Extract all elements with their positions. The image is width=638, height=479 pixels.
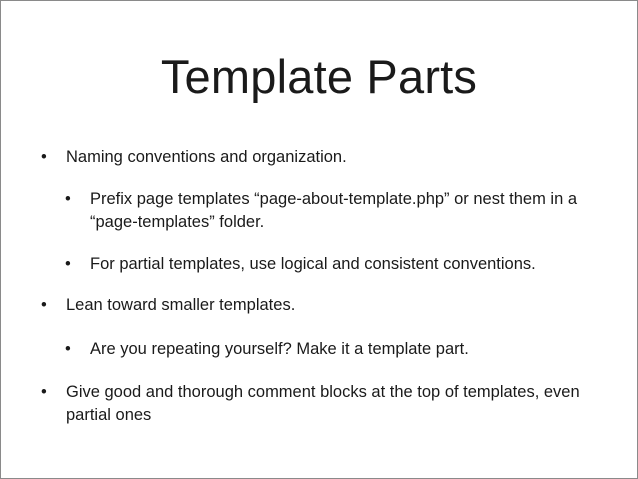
sub-bullet-item — [65, 253, 605, 276]
bullet-marker: • — [65, 340, 71, 358]
bullet-marker: • — [41, 383, 47, 401]
bullet-text: Naming conventions and organization. — [66, 148, 347, 166]
bullet-marker: • — [65, 190, 71, 208]
sub-bullet-text: For partial templates, use logical and consistent conventions. — [90, 255, 536, 273]
sub-bullet-text: Are you repeating yourself? Make it a template part. — [90, 340, 469, 358]
sub-bullet-item — [65, 338, 605, 361]
bullet-list — [1, 1, 637, 478]
sub-bullet-item — [65, 188, 605, 234]
bullet-item — [41, 146, 601, 169]
bullet-marker: • — [41, 296, 47, 314]
bullet-text: Lean toward smaller templates. — [66, 296, 296, 314]
sub-bullet-text: Prefix page templates “page-about-template.php” or nest them in a “page-templates” folder. — [90, 190, 578, 231]
bullet-item — [41, 294, 601, 317]
bullet-text: Give good and thorough comment blocks at the top of templates, even partial ones — [66, 383, 580, 424]
bullet-marker: • — [41, 148, 47, 166]
bullet-marker: • — [65, 255, 71, 273]
slide-title: Template Parts — [160, 50, 478, 103]
bullet-item — [41, 381, 601, 427]
